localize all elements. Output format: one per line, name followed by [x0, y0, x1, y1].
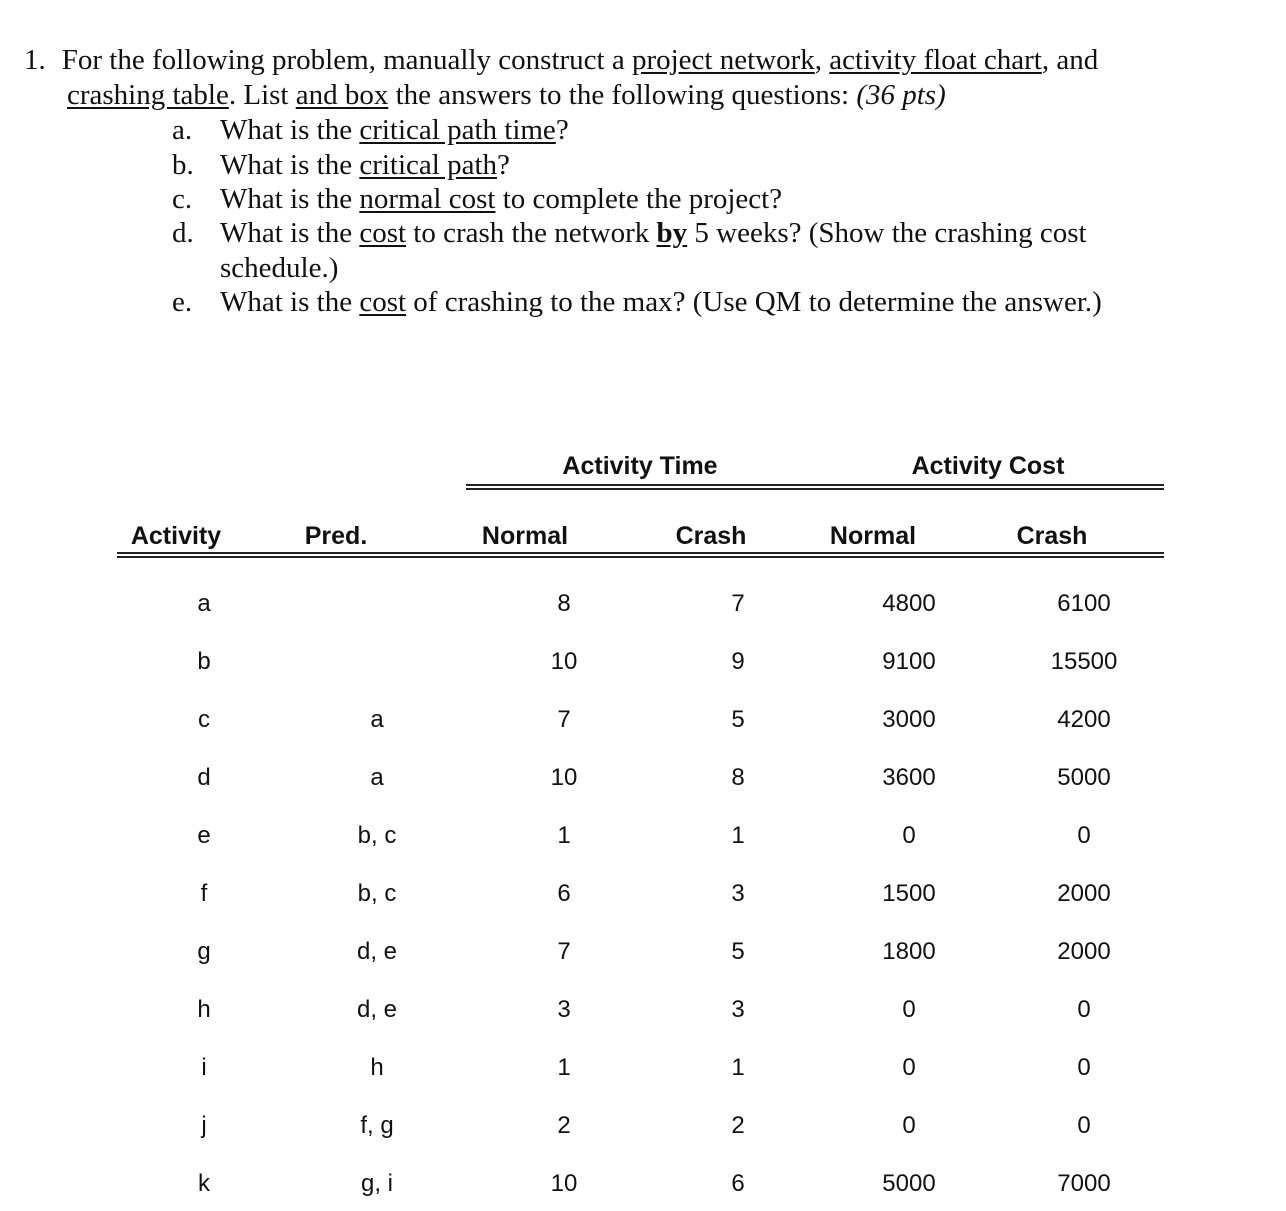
question-part-e: e. What is the cost of crashing to the max? (Use QM to determine the answer.)	[172, 286, 1102, 318]
cell-pred: a	[370, 706, 384, 733]
cell-time-crash: 5	[731, 938, 745, 965]
cell-time-crash: 1	[731, 822, 745, 849]
cell-time-normal: 10	[550, 648, 578, 675]
question-part-d-cont: schedule.)	[220, 252, 339, 284]
cell-cost-normal: 3600	[882, 764, 936, 791]
cell-activity: c	[198, 706, 210, 733]
cell-time-normal: 1	[557, 1054, 571, 1081]
cell-time-normal: 10	[550, 1170, 578, 1197]
col-header-cost-normal: Normal	[829, 522, 917, 550]
cell-cost-crash: 6100	[1057, 590, 1111, 617]
cell-cost-crash: 0	[1077, 1112, 1091, 1139]
term-crashing-table: crashing table	[67, 79, 229, 111]
question-number: 1.	[24, 44, 46, 76]
cell-pred: b, c	[357, 822, 397, 849]
cell-activity: a	[197, 590, 211, 617]
term-activity-float-chart: activity float chart	[829, 44, 1042, 76]
group-header-activity-time: Activity Time	[562, 452, 718, 480]
cell-time-crash: 6	[731, 1170, 745, 1197]
group-header-rule	[466, 484, 1164, 490]
cell-time-crash: 3	[731, 880, 745, 907]
cell-activity: k	[198, 1170, 210, 1197]
cell-activity: e	[197, 822, 211, 849]
cell-time-normal: 3	[557, 996, 571, 1023]
cell-cost-normal: 5000	[882, 1170, 936, 1197]
cell-activity: f	[200, 880, 208, 907]
cell-cost-normal: 3000	[882, 706, 936, 733]
cell-cost-crash: 5000	[1057, 764, 1111, 791]
cell-cost-crash: 2000	[1057, 880, 1111, 907]
group-header-activity-cost: Activity Cost	[911, 452, 1065, 480]
column-header-rule	[117, 552, 1164, 558]
cell-cost-crash: 2000	[1057, 938, 1111, 965]
cell-time-crash: 1	[731, 1054, 745, 1081]
question-line-1: 1. For the following problem, manually construct a project network, activity float chart, and	[24, 44, 1099, 76]
term-project-network: project network	[631, 44, 815, 76]
cell-time-crash: 9	[731, 648, 745, 675]
cell-activity: i	[201, 1054, 207, 1081]
cell-cost-normal: 1500	[882, 880, 936, 907]
cell-cost-crash: 0	[1077, 1054, 1091, 1081]
cell-time-normal: 8	[557, 590, 571, 617]
cell-pred: d, e	[356, 938, 398, 965]
cell-time-normal: 2	[557, 1112, 571, 1139]
col-header-time-crash: Crash	[675, 522, 747, 550]
cell-cost-crash: 0	[1077, 996, 1091, 1023]
cell-time-crash: 3	[731, 996, 745, 1023]
cell-time-normal: 7	[557, 706, 571, 733]
cell-activity: j	[201, 1112, 207, 1139]
cell-pred: h	[370, 1054, 384, 1081]
col-header-activity: Activity	[130, 522, 222, 550]
cell-time-crash: 8	[731, 764, 745, 791]
cell-cost-normal: 9100	[882, 648, 936, 675]
question-line-2: crashing table. List and box the answers to the following questions: (36 pts)	[67, 79, 946, 111]
col-header-cost-crash: Crash	[1016, 522, 1088, 550]
cell-time-crash: 7	[731, 590, 745, 617]
cell-cost-normal: 4800	[882, 590, 936, 617]
cell-activity: h	[197, 996, 211, 1023]
cell-time-crash: 2	[731, 1112, 745, 1139]
cell-time-normal: 6	[557, 880, 571, 907]
cell-pred: a	[370, 764, 384, 791]
cell-cost-normal: 0	[902, 1054, 916, 1081]
question-part-d: d. What is the cost to crash the network by 5 weeks? (Show the crashing cost	[172, 217, 1087, 249]
col-header-pred: Pred.	[304, 522, 368, 550]
question-part-c: c. What is the normal cost to complete the project?	[172, 183, 783, 215]
cell-cost-normal: 0	[902, 996, 916, 1023]
cell-cost-crash: 0	[1077, 822, 1091, 849]
cell-activity: d	[197, 764, 211, 791]
cutoff-next-line	[0, 1196, 1286, 1211]
cell-cost-normal: 0	[902, 1112, 916, 1139]
cell-cost-crash: 7000	[1057, 1170, 1111, 1197]
cell-time-crash: 5	[731, 706, 745, 733]
cell-pred: b, c	[357, 880, 397, 907]
cell-pred: g, i	[360, 1170, 394, 1197]
cell-time-normal: 1	[557, 822, 571, 849]
term-and-box: and box	[295, 79, 389, 111]
cell-pred: d, e	[356, 996, 398, 1023]
cell-cost-crash: 4200	[1057, 706, 1111, 733]
cell-activity: g	[197, 938, 211, 965]
cell-pred: f, g	[360, 1112, 394, 1139]
question-part-b: b. What is the critical path?	[172, 149, 510, 181]
cell-cost-normal: 0	[902, 822, 916, 849]
cell-cost-normal: 1800	[882, 938, 936, 965]
cell-time-normal: 7	[557, 938, 571, 965]
col-header-time-normal: Normal	[481, 522, 569, 550]
question-part-a: a. What is the critical path time?	[172, 114, 569, 146]
cell-activity: b	[197, 648, 211, 675]
cell-cost-crash: 15500	[1050, 648, 1118, 675]
points-label: (36 pts)	[856, 79, 946, 111]
cell-time-normal: 10	[550, 764, 578, 791]
